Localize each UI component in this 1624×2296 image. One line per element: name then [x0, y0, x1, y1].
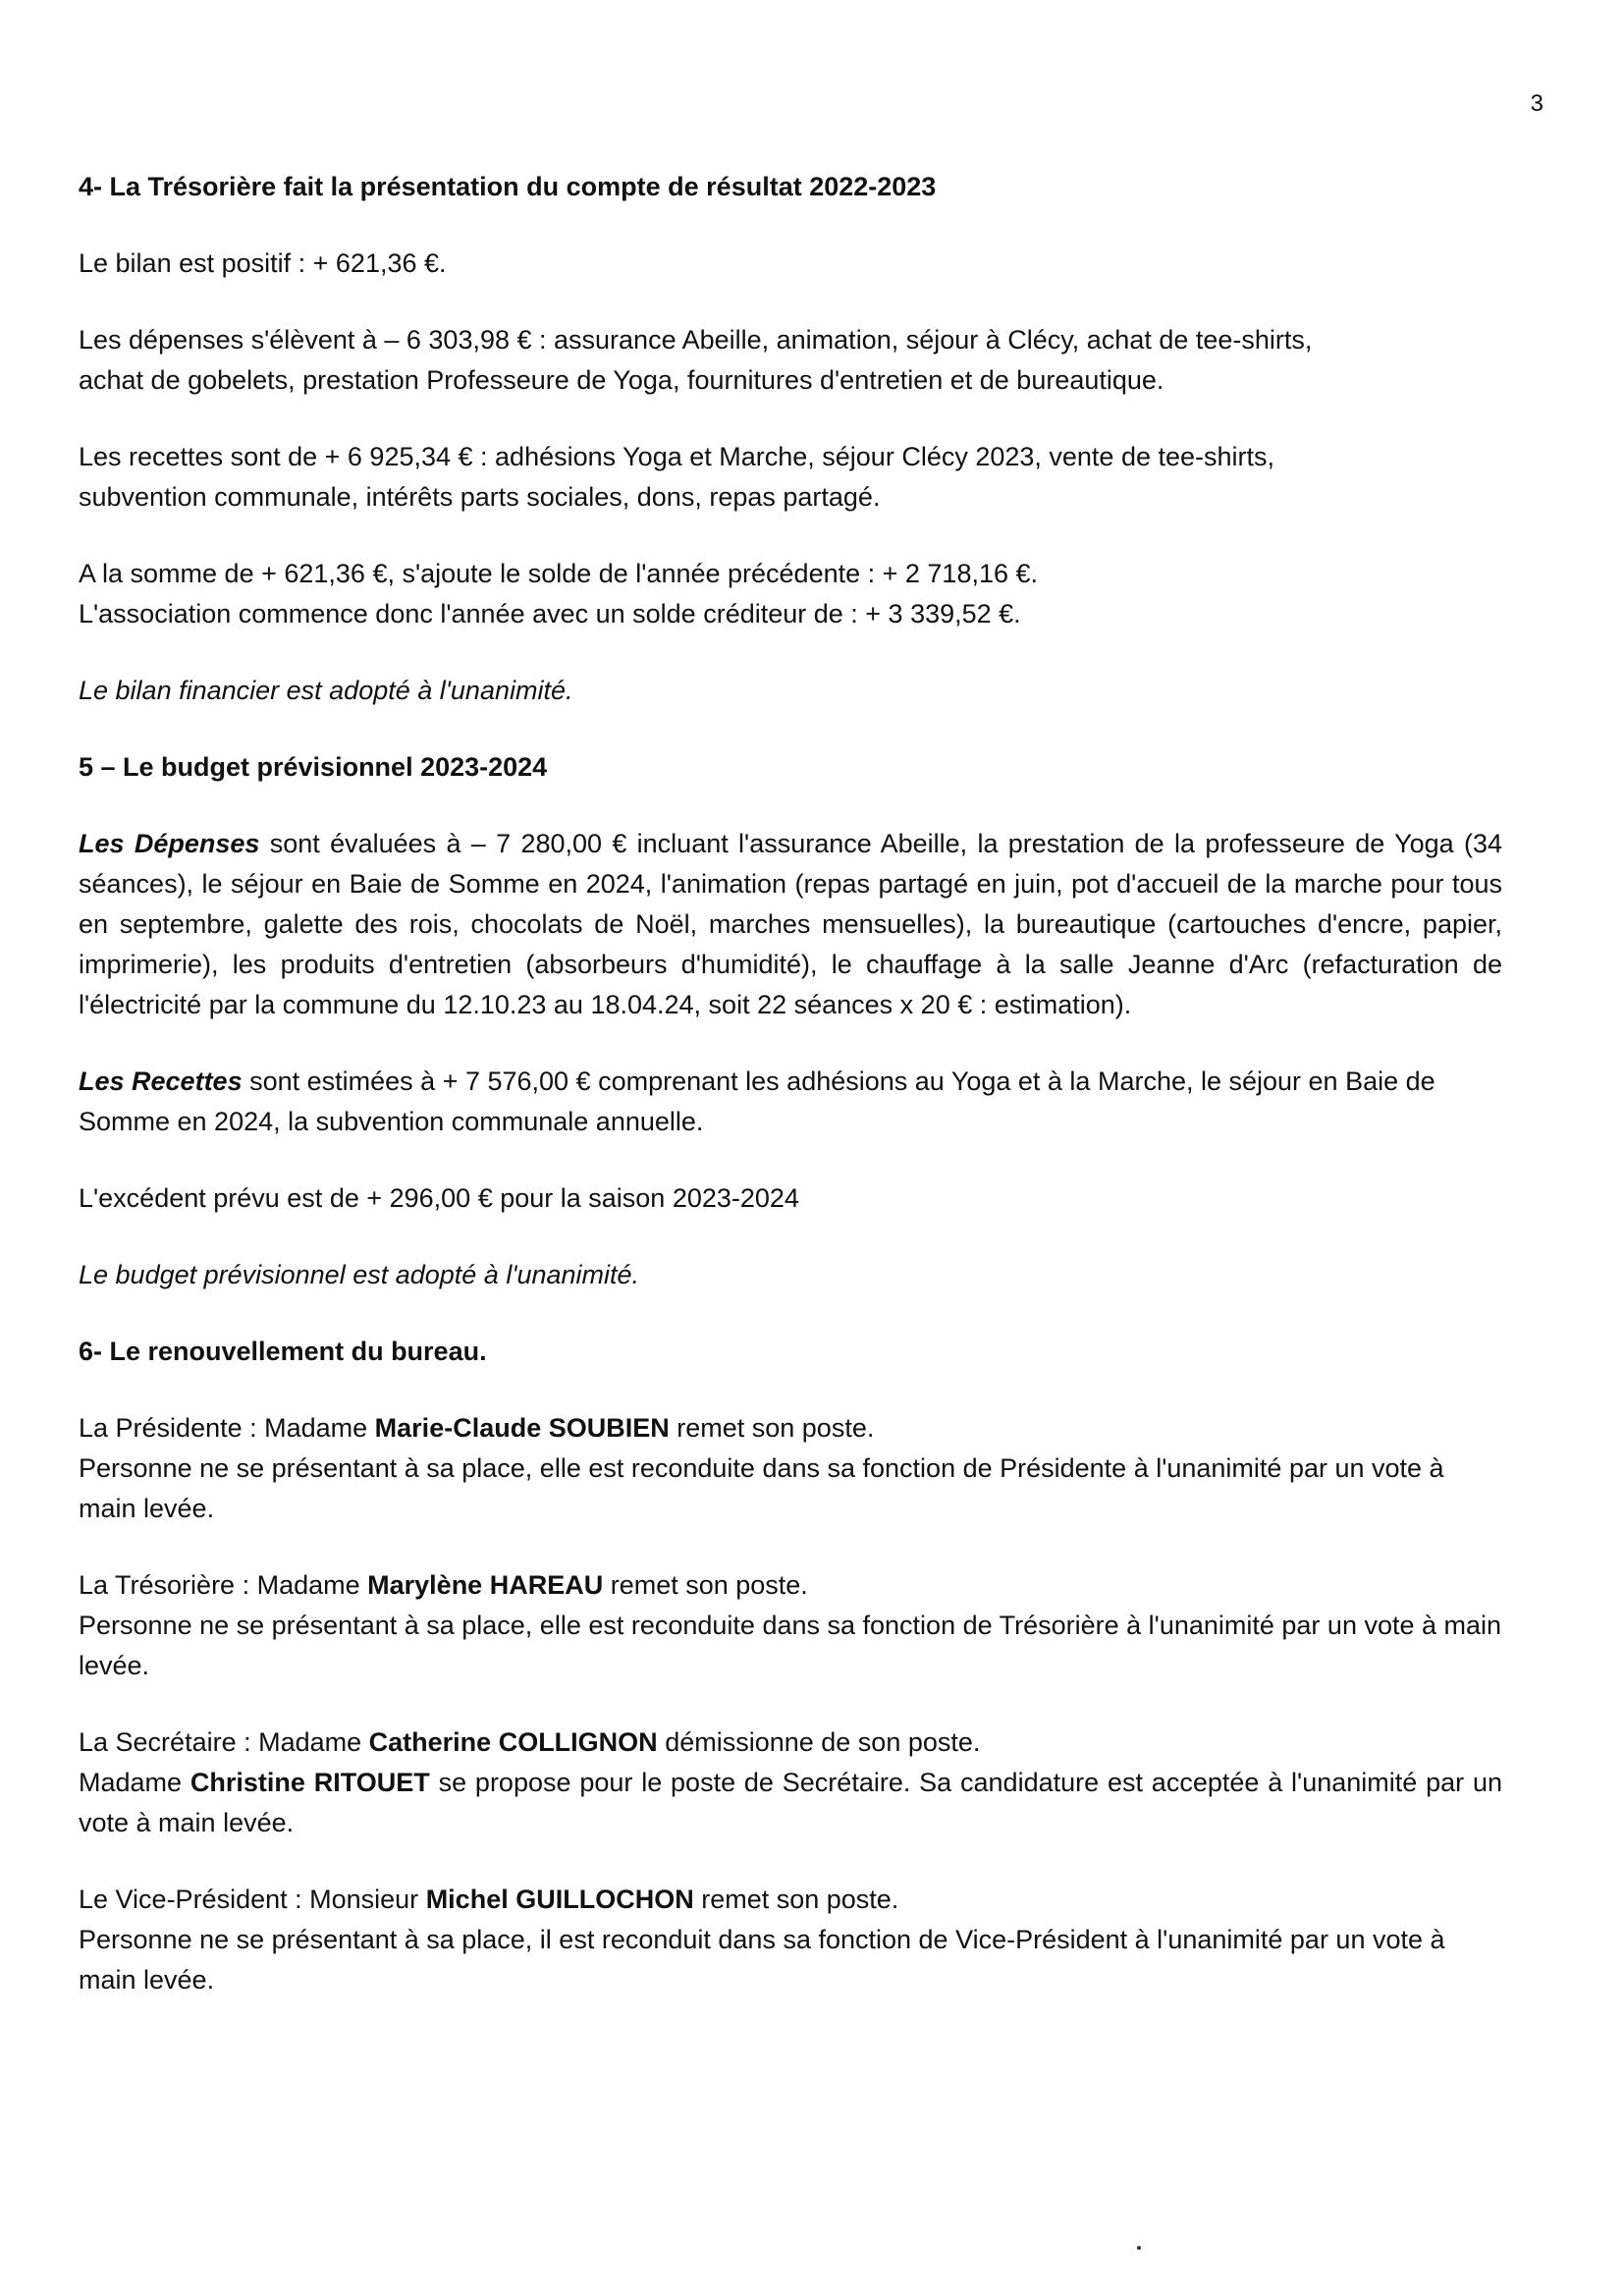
tresoriere-name: Marylène HAREAU [367, 1570, 604, 1600]
presidente-prefix: La Présidente : Madame [79, 1413, 375, 1443]
secretaire-new-name: Christine RITOUET [189, 1768, 430, 1797]
section-4-heading: 4- La Trésorière fait la présentation du compte de résultat 2022-2023 [79, 172, 937, 201]
tresoriere-line-1 [79, 1565, 1502, 1606]
depenses-line-1: Les dépenses s'élèvent à – 6 303,98 € : assurance Abeille, animation, séjour à Clécy, achat de tee-shirts, [79, 325, 1313, 355]
depenses-line-2: achat de gobelets, prestation Professeure de Yoga, fournitures d'entretien et de bureautique. [79, 365, 1164, 395]
recettes-line-1: Les recettes sont de + 6 925,34 € : adhésions Yoga et Marche, séjour Clécy 2023, vente de tee-shirts, [79, 442, 1275, 471]
bilan-adoption: Le bilan financier est adopté à l'unanimité. [79, 676, 573, 705]
budget-depenses-label: Les Dépenses [79, 829, 260, 858]
document-body [79, 167, 1502, 2037]
secretaire-line2-prefix: Madame [79, 1768, 190, 1797]
budget-depenses-paragraph [79, 824, 1502, 1025]
recettes-line-2: subvention communale, intérêts parts sociales, dons, repas partagé. [79, 482, 881, 512]
recettes-paragraph [79, 437, 1502, 518]
budget-adoption: Le budget prévisionnel est adopté à l'unanimité. [79, 1260, 640, 1289]
presidente-line-2: Personne ne se présentant à sa place, elle est reconduite dans sa fonction de Présidente à l'unanimité par un vote à main levée. [79, 1453, 1444, 1523]
vice-president-suffix: remet son poste. [693, 1885, 899, 1914]
vice-president-line-1 [79, 1880, 1502, 1920]
secretaire-paragraph [79, 1722, 1502, 1843]
tresoriere-prefix: La Trésorière : Madame [79, 1570, 368, 1600]
secretaire-prefix: La Secrétaire : Madame [79, 1727, 369, 1757]
presidente-name: Marie-Claude SOUBIEN [374, 1413, 670, 1443]
tresoriere-suffix: remet son poste. [603, 1570, 808, 1600]
budget-recettes-label: Les Recettes [79, 1066, 243, 1096]
solde-line-2: L'association commence donc l'année avec un solde créditeur de : + 3 339,52 €. [79, 599, 1021, 629]
presidente-paragraph [79, 1408, 1502, 1529]
solde-paragraph [79, 554, 1502, 634]
presidente-line-1 [79, 1408, 1502, 1449]
vice-president-name: Michel GUILLOCHON [425, 1885, 694, 1914]
depenses-paragraph [79, 320, 1502, 401]
page-number: 3 [1530, 90, 1543, 117]
bilan-text: Le bilan est positif : + 621,36 €. [79, 248, 447, 278]
budget-depenses-text: sont évaluées à – 7 280,00 € incluant l'assurance Abeille, la prestation de la professeure de Yoga (34 séances), le séjour en Baie de Somme en 2024, l'animation (repas partagé en juin, pot d'accueil de la marche pour tous en septembre, galette des rois, chocolats de Noël, marches mensuelles), la bureautique (cartouches d'encre, papier, imprimerie), les produits d'entretien (absorbeurs d'humidité), le chauffage à la salle Jeanne d'Arc (refacturation de l'électricité par la commune du 12.10.23 au 18.04.24, soit 22 séances x 20 € : estimation). [79, 829, 1503, 1019]
vice-president-prefix: Le Vice-Président : Monsieur [79, 1885, 426, 1914]
vice-president-paragraph [79, 1880, 1502, 2000]
budget-recettes-text: sont estimées à + 7 576,00 € comprenant les adhésions au Yoga et à la Marche, le séjour en Baie de Somme en 2024, la subvention communale annuelle. [79, 1066, 1435, 1136]
budget-recettes-paragraph [79, 1062, 1502, 1142]
section-5-heading: 5 – Le budget prévisionnel 2023-2024 [79, 752, 548, 782]
solde-line-1: A la somme de + 621,36 €, s'ajoute le solde de l'année précédente : + 2 718,16 €. [79, 559, 1039, 588]
secretaire-line2-suffix: se propose pour le poste de Secrétaire. Sa candidature est acceptée à l'unanimité par un vote à main levée. [79, 1768, 1502, 1837]
section-6-heading: 6- Le renouvellement du bureau. [79, 1337, 487, 1366]
secretaire-line-1 [79, 1722, 1502, 1763]
excedent-text: L'excédent prévu est de + 296,00 € pour la saison 2023-2024 [79, 1183, 799, 1213]
tresoriere-line-2: Personne ne se présentant à sa place, elle est reconduite dans sa fonction de Trésorière à l'unanimité par un vote à main levée. [79, 1611, 1502, 1680]
secretaire-name: Catherine COLLIGNON [368, 1727, 658, 1757]
secretaire-suffix: démissionne de son poste. [657, 1727, 981, 1757]
presidente-suffix: remet son poste. [669, 1413, 875, 1443]
secretaire-line-2 [79, 1763, 1502, 1843]
scan-speck [1137, 2246, 1141, 2250]
tresoriere-paragraph [79, 1565, 1502, 1686]
vice-president-line-2: Personne ne se présentant à sa place, il est reconduit dans sa fonction de Vice-Président à l'unanimité par un vote à main levée. [79, 1925, 1445, 1995]
